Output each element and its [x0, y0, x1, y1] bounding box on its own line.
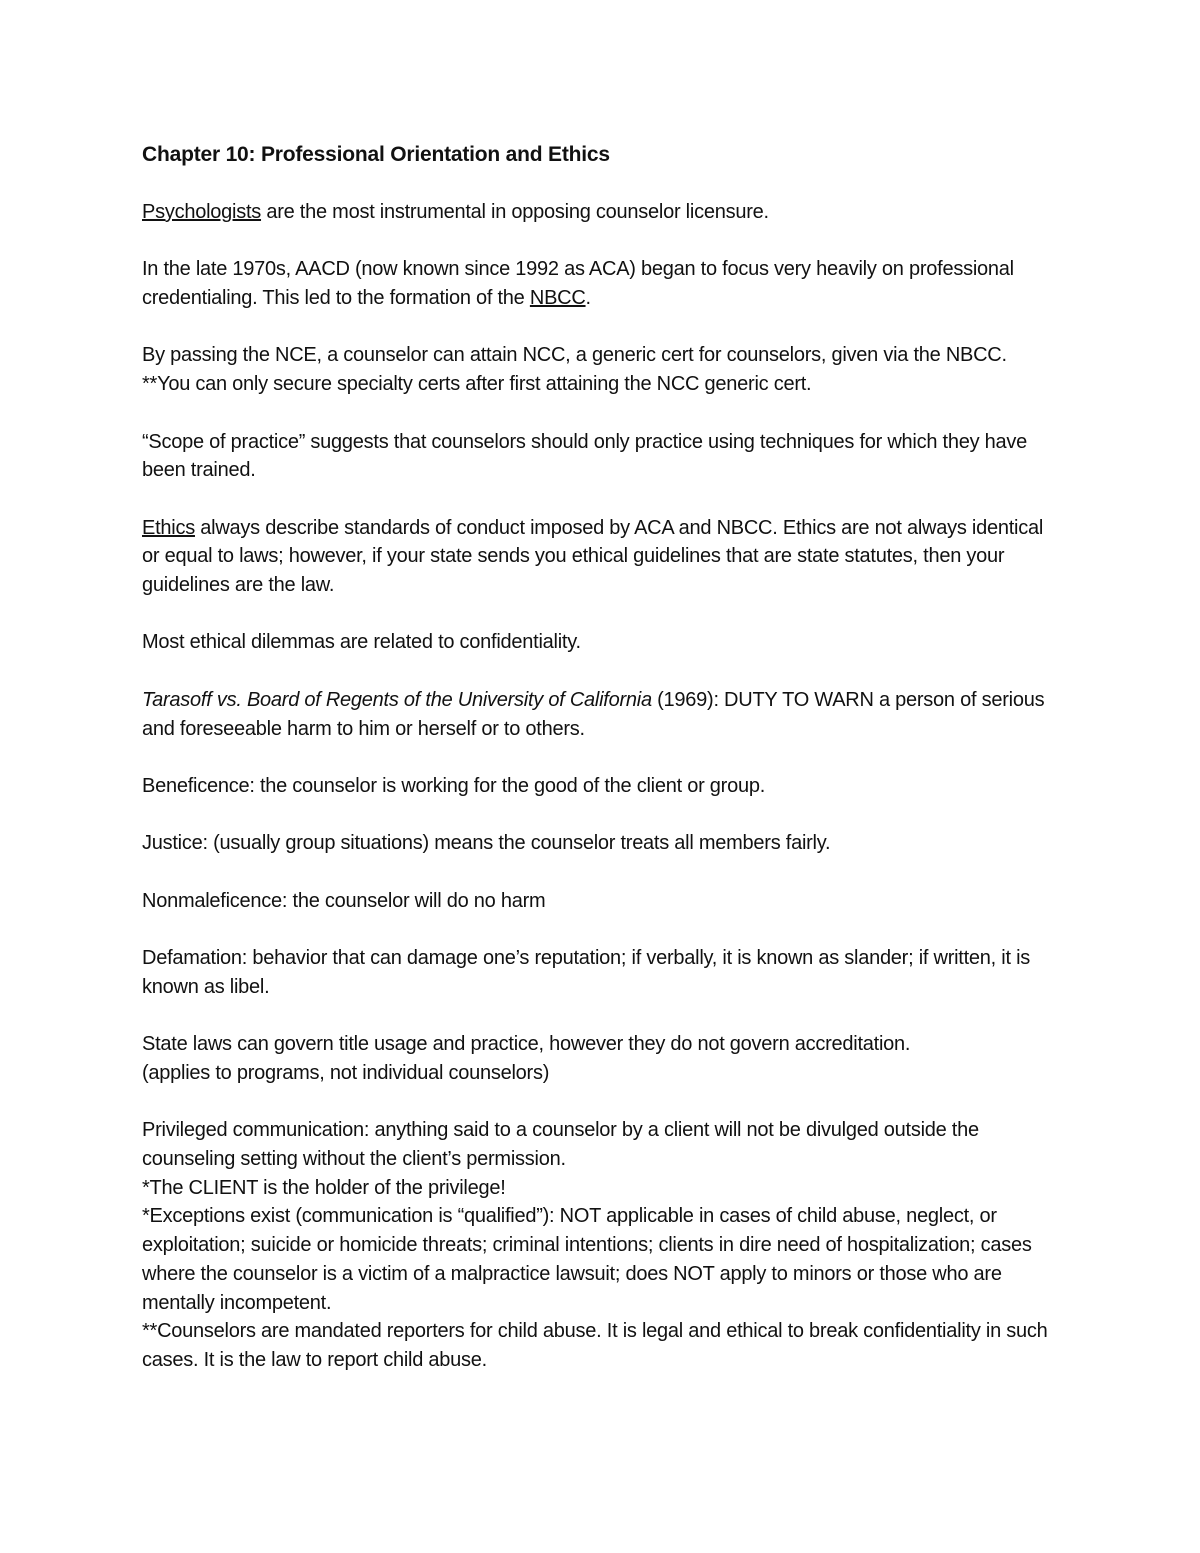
- paragraph-line: By passing the NCE, a counselor can attain NCC, a generic cert for counselors, given via the NBCC.: [142, 344, 1007, 367]
- paragraph-text: .: [585, 287, 591, 310]
- page-title: Chapter 10: Professional Orientation and Ethics: [142, 143, 610, 166]
- paragraph-psychologists: [142, 198, 1062, 227]
- document-page: [142, 140, 1062, 1403]
- paragraph-tarasoff: [142, 686, 1062, 743]
- paragraph-defamation: Defamation: behavior that can damage one’s reputation; if verbally, it is known as slander; if written, it is known as libel.: [142, 947, 1031, 998]
- underlined-term-ethics: Ethics: [142, 516, 195, 539]
- paragraph-nonmaleficence: Nonmaleficence: the counselor will do no harm: [142, 889, 546, 912]
- paragraph-justice: Justice: (usually group situations) means the counselor treats all members fairly.: [142, 832, 831, 855]
- paragraph-state-laws: [142, 1030, 1062, 1087]
- paragraph-line: (applies to programs, not individual counselors): [142, 1061, 550, 1084]
- paragraph-note: *Exceptions exist (communication is “qualified”): NOT applicable in cases of child abuse, neglect, or exploitation; suicide or homicide threats; criminal intentions; clients in dire need of hospitalization; cases where the counselor is a victim of a malpractice lawsuit; does NOT apply to minors or those who are mentally incompetent.: [142, 1205, 1032, 1314]
- paragraph-note: *The CLIENT is the holder of the privilege!: [142, 1176, 506, 1199]
- underlined-term-nbcc: NBCC: [529, 287, 586, 310]
- paragraph-scope-of-practice: “Scope of practice” suggests that counselors should only practice using techniques for which they have been trained.: [142, 430, 1028, 482]
- paragraph-nce: [142, 341, 1062, 398]
- paragraph-note: **You can only secure specialty certs after first attaining the NCC generic cert.: [142, 373, 812, 396]
- paragraph-beneficence: Beneficence: the counselor is working for the good of the client or group.: [142, 774, 765, 797]
- paragraph-ethics: [142, 514, 1062, 600]
- paragraph-text: In the late 1970s, AACD (now known since 1992 as ACA) began to focus very heavily on professional credentialing. This led to the formation of the: [142, 258, 1014, 310]
- case-name: Tarasoff vs. Board of Regents of the University of California: [142, 688, 652, 711]
- paragraph-text: are the most instrumental in opposing counselor licensure.: [261, 201, 769, 223]
- underlined-term-psychologists: Psychologists: [142, 201, 262, 223]
- paragraph-line: State laws can govern title usage and practice, however they do not govern accreditation.: [142, 1033, 911, 1056]
- paragraph-aacd: [142, 255, 1062, 312]
- paragraph-text: always describe standards of conduct imposed by ACA and NBCC. Ethics are not always identical or equal to laws; however, if your state sends you ethical guidelines that are state statutes, then your guidelines are the law.: [142, 516, 1044, 597]
- paragraph-privileged-communication: [142, 1116, 1062, 1374]
- paragraph-text: (1969): DUTY TO WARN a person of serious and foreseeable harm to him or herself or to others.: [142, 688, 1045, 740]
- paragraph-note: **Counselors are mandated reporters for child abuse. It is legal and ethical to break confidentiality in such cases. It is the law to report child abuse.: [142, 1320, 1048, 1371]
- paragraph-line: Privileged communication: anything said to a counselor by a client will not be divulged outside the counseling setting without the client’s permission.: [142, 1119, 979, 1171]
- paragraph-ethical-dilemmas: Most ethical dilemmas are related to confidentiality.: [142, 631, 581, 654]
